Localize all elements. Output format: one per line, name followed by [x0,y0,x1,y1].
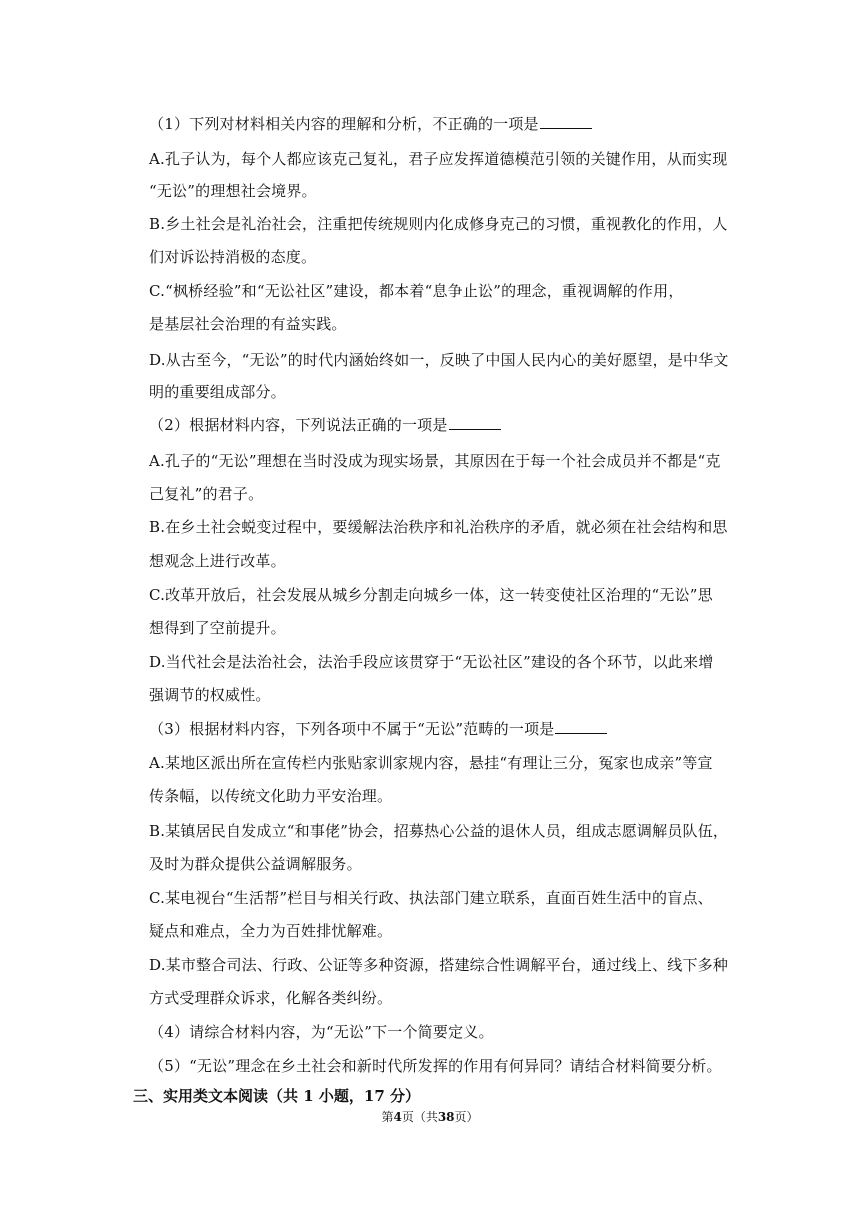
q1-option-a-line-1: A.孔子认为，每个人都应该克己复礼，君子应发挥道德模范引领的关键作用，从而实现 [149,150,728,168]
question-2-stem: （2）根据材料内容，下列说法正确的一项是 [149,415,739,435]
q2-option-a-line-2: 己复礼”的君子。 [149,485,264,503]
q3-option-c-line-2: 疑点和难点，全力为百姓排忧解难。 [149,922,393,940]
q2-option-c-line-1: C.改革开放后，社会发展从城乡分割走向城乡一体，这一转变使社区治理的“无讼”思 [149,586,713,604]
q1-option-d-line-2: 明的重要组成部分。 [149,383,286,401]
q2-option-b-line-1: B.在乡土社会蜕变过程中，要缓解法治秩序和礼治秩序的矛盾，就必须在社会结构和思 [149,518,728,536]
question-5-stem: （5）“无讼”理念在乡土社会和新时代所发挥的作用有何异同？请结合材料简要分析。 [149,1057,722,1075]
question-3-stem: （3）根据材料内容，下列各项中不属于“无讼”范畴的一项是 [149,719,739,739]
q3-option-d-line-1: D.某市整合司法、行政、公证等多种资源，搭建综合性调解平台，通过线上、线下多种 [149,956,729,974]
q2-option-d-line-2: 强调节的权威性。 [149,686,271,704]
answer-blank [540,114,592,129]
page-total: 38 [437,1110,455,1124]
q3-option-a-line-2: 传条幅，以传统文化助力平安治理。 [149,787,393,805]
question-1-stem: （1）下列对材料相关内容的理解和分析，不正确的一项是 [149,114,739,134]
section-heading: 三、实用类文本阅读（共 1 小题，17 分） [133,1087,420,1105]
q2-option-d-line-1: D.当代社会是法治社会，法治手段应该贯穿于“无讼社区”建设的各个环节，以此来增 [149,653,714,671]
page-footer: 第4页（共38页） [381,1110,479,1124]
q1-option-b-line-1: B.乡土社会是礼治社会，注重把传统规则内化成修身克己的习惯，重视教化的作用，人 [149,215,728,233]
answer-blank [449,415,501,430]
q2-option-c-line-2: 想得到了空前提升。 [149,619,286,637]
question-4-stem: （4）请综合材料内容，为“无讼”下一个简要定义。 [149,1023,494,1041]
q1-option-a-line-2: “无讼”的理想社会境界。 [149,182,317,200]
q2-option-a-line-1: A.孔子的“无讼”理想在当时没成为现实场景，其原因在于每一个社会成员并不都是“克 [149,452,721,470]
q3-option-b-line-2: 及时为群众提供公益调解服务。 [149,855,362,873]
q1-option-b-line-2: 们对诉讼持消极的态度。 [149,248,317,266]
q1-option-c-line-2: 是基层社会治理的有益实践。 [149,315,347,333]
q3-option-d-line-2: 方式受理群众诉求，化解各类纠纷。 [149,989,393,1007]
q2-option-b-line-2: 想观念上进行改革。 [149,552,286,570]
q3-option-c-line-1: C.某电视台“生活帮”栏目与相关行政、执法部门建立联系，直面百姓生活中的盲点、 [149,889,713,907]
q3-option-b-line-1: B.某镇居民自发成立“和事佬”协会，招募热心公益的退休人员，组成志愿调解员队伍， [149,822,729,840]
q1-option-c-line-1: C.“枫桥经验”和“无讼社区”建设，都本着“息争止讼”的理念，重视调解的作用， [149,282,684,300]
q3-option-a-line-1: A.某地区派出所在宣传栏内张贴家训家规内容，悬挂“有理让三分，冤家也成亲”等宣 [149,754,713,772]
page-number: 4 [393,1110,402,1124]
answer-blank [555,719,607,734]
q1-option-d-line-1: D.从古至今，“无讼”的时代内涵始终如一，反映了中国人民内心的美好愿望，是中华文 [149,351,729,369]
